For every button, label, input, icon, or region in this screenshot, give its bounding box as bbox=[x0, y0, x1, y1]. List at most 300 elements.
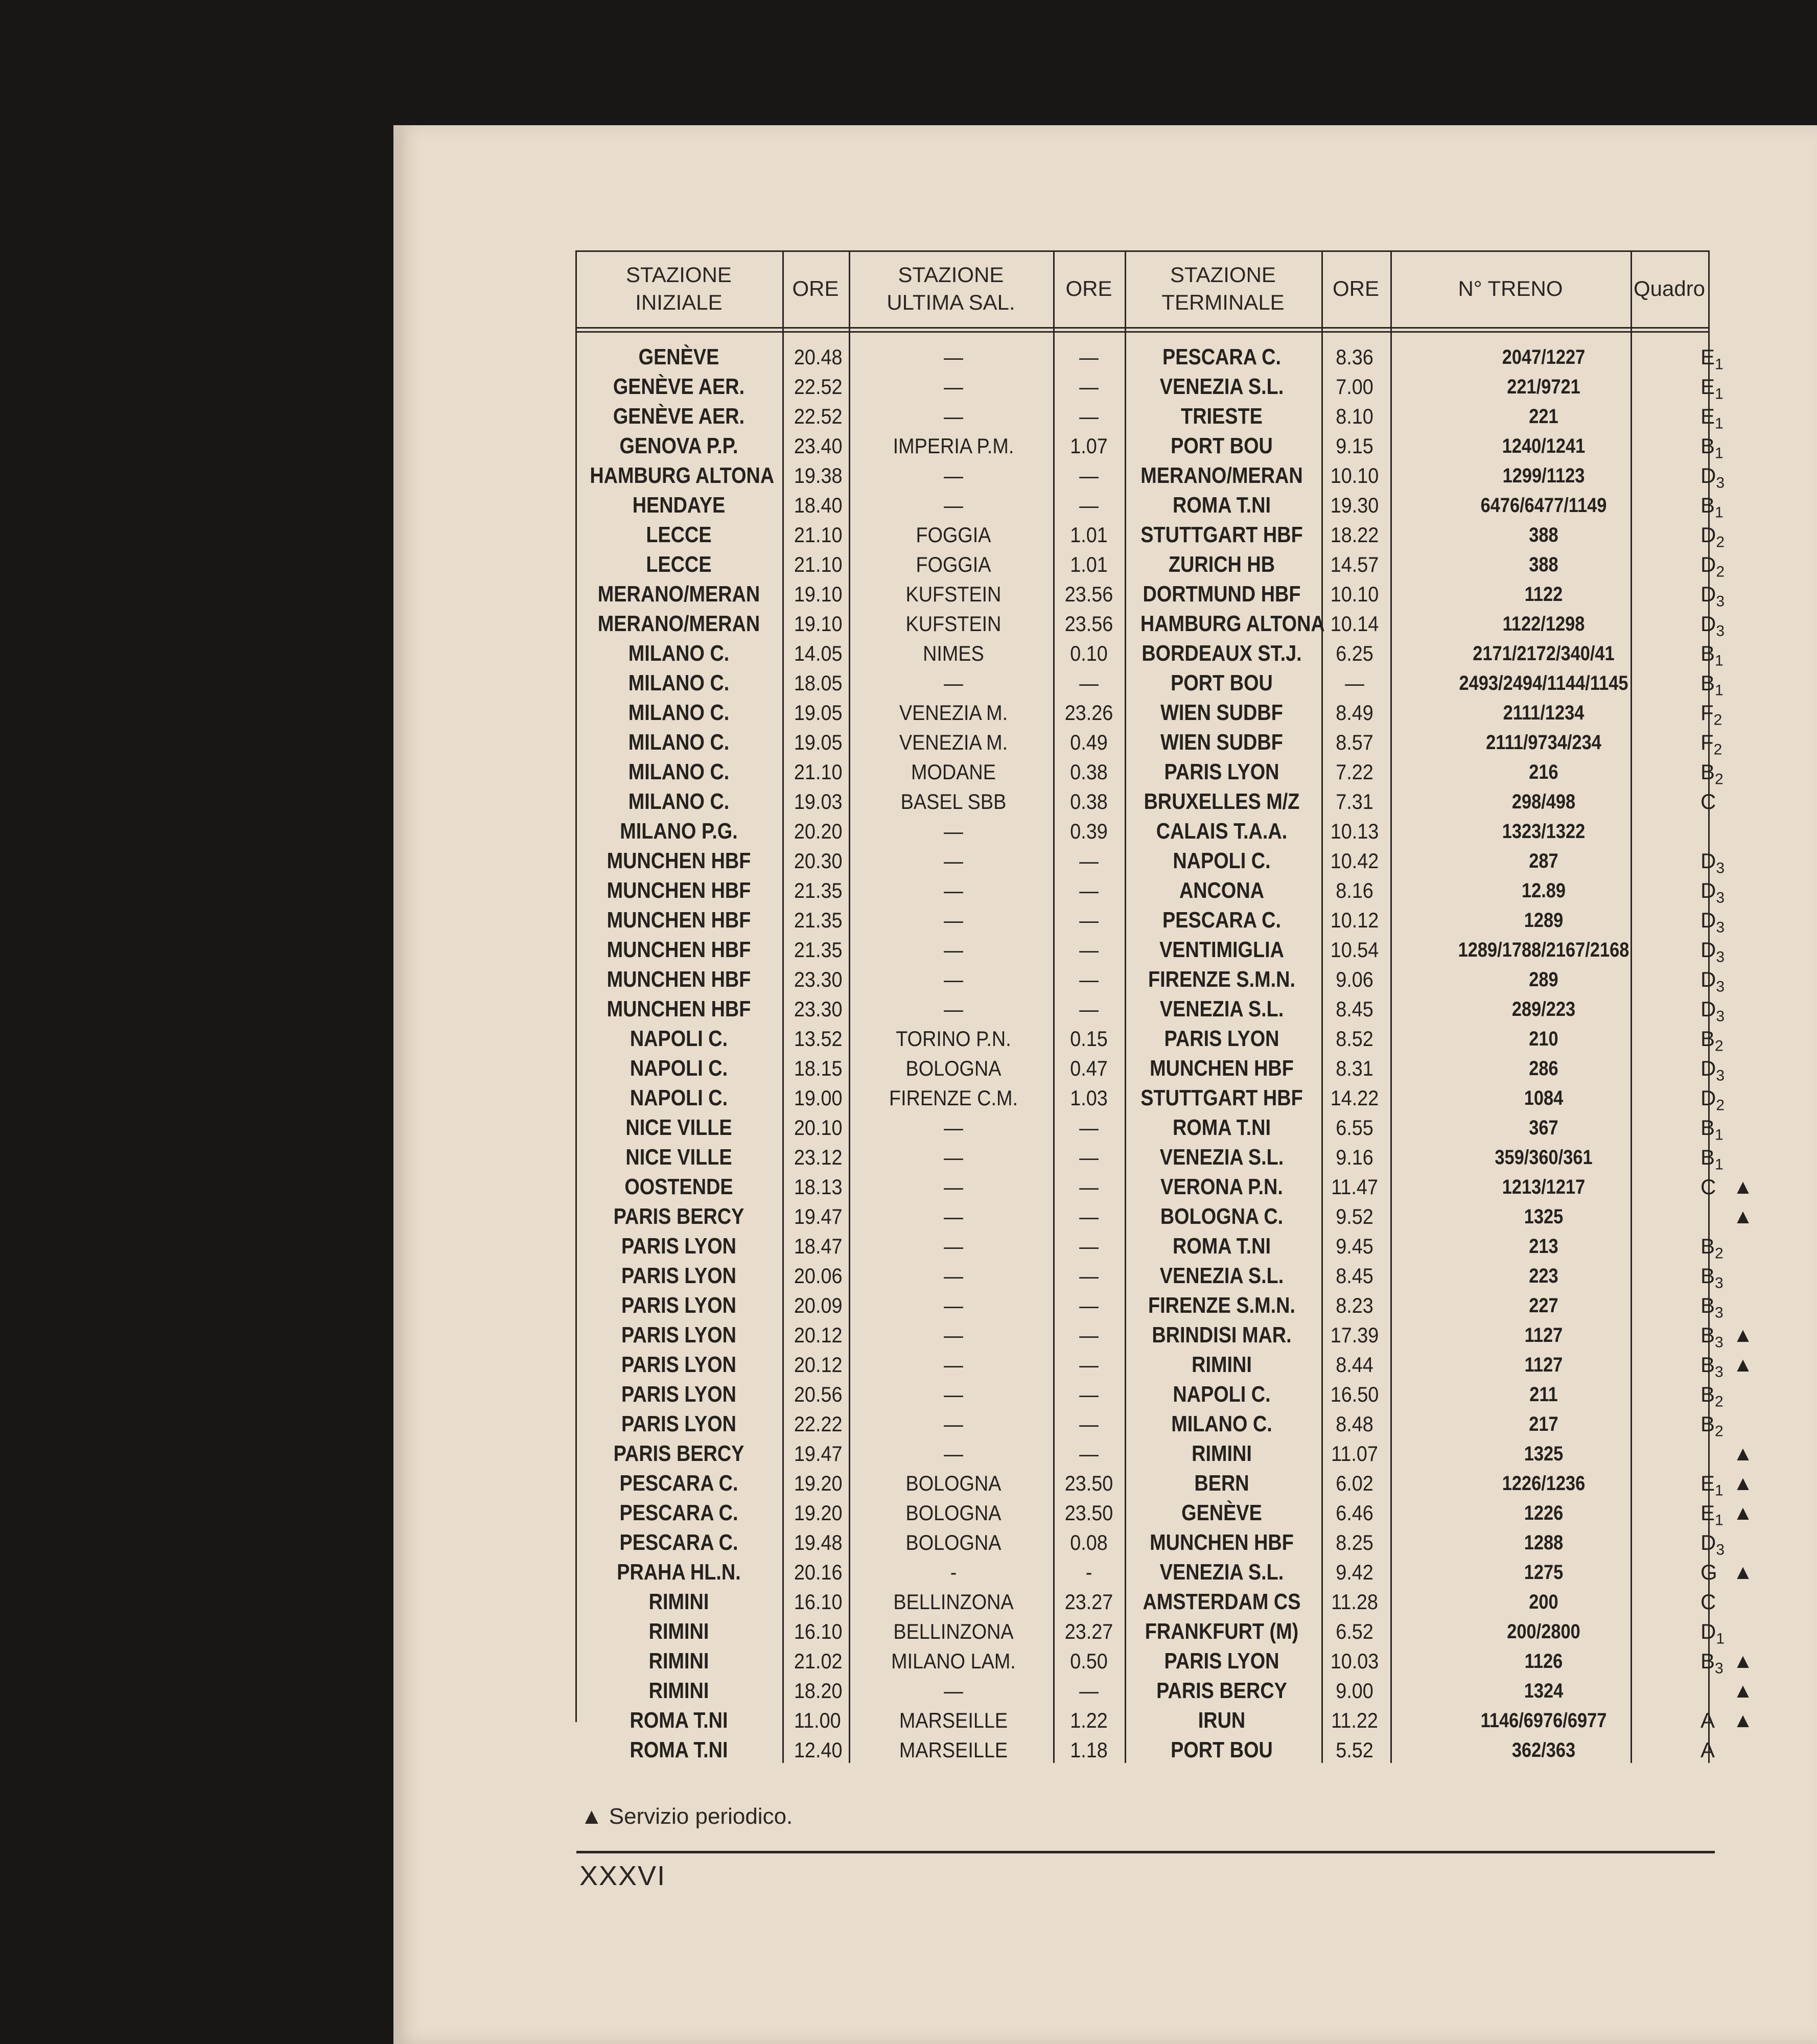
cell-ore-partenza: 16.10 bbox=[794, 1619, 843, 1643]
cell-stazione-terminale: BRUXELLES M/Z bbox=[1144, 789, 1300, 814]
cell-stazione-terminale: PARIS LYON bbox=[1164, 1648, 1279, 1674]
cell-stazione-ultima-sal: VENEZIA M. bbox=[899, 730, 1008, 754]
cell-ore-arrivo: 8.44 bbox=[1336, 1353, 1373, 1377]
periodic-service-icon bbox=[1733, 342, 1753, 372]
periodic-service-icon bbox=[1733, 491, 1753, 520]
cell-ore-arrivo: 11.22 bbox=[1331, 1708, 1378, 1732]
cell-ore-arrivo: 6.55 bbox=[1336, 1116, 1373, 1140]
cell-ore-ultima-sal: — bbox=[1079, 1382, 1099, 1406]
cell-ore-partenza: 19.48 bbox=[794, 1530, 843, 1554]
table-row bbox=[575, 994, 1725, 1025]
cell-stazione-terminale: BORDEAUX ST.J. bbox=[1142, 641, 1302, 666]
cell-stazione-terminale: STUTTGART HBF bbox=[1140, 522, 1303, 547]
cell-stazione-terminale: ANCONA bbox=[1179, 878, 1265, 903]
table-body bbox=[575, 342, 1753, 1765]
cell-stazione-ultima-sal: — bbox=[944, 345, 963, 369]
quadro-subscript: 3 bbox=[1716, 1008, 1725, 1025]
quadro-letter: B bbox=[1700, 1234, 1715, 1258]
cell-ore-ultima-sal: 1.07 bbox=[1070, 434, 1108, 458]
table-row bbox=[575, 965, 1725, 995]
cell-numero-treno: 221 bbox=[1529, 405, 1558, 428]
cell-stazione-ultima-sal: — bbox=[944, 878, 963, 902]
quadro-subscript: 3 bbox=[1716, 860, 1725, 877]
cell-ore-ultima-sal: — bbox=[1079, 908, 1099, 932]
periodic-service-icon bbox=[1733, 1380, 1753, 1409]
cell-ore-arrivo: — bbox=[1345, 671, 1364, 695]
cell-stazione-ultima-sal: — bbox=[944, 671, 963, 695]
periodic-service-icon: ▲ bbox=[1733, 1650, 1753, 1673]
cell-ore-partenza: 20.16 bbox=[794, 1560, 843, 1584]
cell-ore-arrivo: 10.42 bbox=[1330, 849, 1379, 873]
cell-numero-treno: 287 bbox=[1529, 850, 1558, 872]
cell-ore-arrivo: 10.10 bbox=[1330, 582, 1379, 606]
quadro-letter: C bbox=[1700, 1590, 1716, 1614]
cell-ore-arrivo: 6.02 bbox=[1336, 1471, 1373, 1495]
cell-stazione-iniziale: MILANO P.G. bbox=[620, 819, 738, 844]
table-row bbox=[575, 431, 1723, 462]
quadro-subscript: 2 bbox=[1715, 1423, 1723, 1440]
cell-stazione-terminale: BERN bbox=[1194, 1471, 1249, 1496]
cell-ore-ultima-sal: 0.38 bbox=[1070, 789, 1108, 814]
table-row bbox=[575, 757, 1723, 788]
cell-ore-partenza: 14.05 bbox=[794, 641, 843, 665]
cell-numero-treno: 2493/2494/1144/1145 bbox=[1459, 672, 1628, 694]
quadro-letter: F bbox=[1700, 730, 1714, 754]
cell-ore-arrivo: 9.00 bbox=[1336, 1679, 1373, 1703]
quadro-letter: D bbox=[1700, 849, 1716, 873]
quadro-letter: B bbox=[1700, 641, 1715, 665]
cell-ore-ultima-sal: 1.01 bbox=[1070, 552, 1108, 576]
cell-stazione-terminale: PORT BOU bbox=[1171, 433, 1273, 458]
periodic-service-icon: ▲ bbox=[1733, 1443, 1753, 1465]
cell-numero-treno: 223 bbox=[1529, 1265, 1558, 1287]
cell-stazione-iniziale: RIMINI bbox=[648, 1648, 709, 1674]
cell-ore-arrivo: 8.16 bbox=[1336, 878, 1373, 902]
quadro-letter: D bbox=[1700, 1619, 1716, 1643]
quadro-subscript: 1 bbox=[1715, 356, 1723, 373]
cell-ore-ultima-sal: — bbox=[1079, 345, 1099, 369]
table-row bbox=[575, 1024, 1723, 1055]
quadro-letter: B bbox=[1700, 1293, 1715, 1317]
cell-stazione-ultima-sal: NIMES bbox=[923, 641, 984, 665]
cell-ore-arrivo: 7.22 bbox=[1336, 760, 1373, 784]
cell-ore-partenza: 19.10 bbox=[794, 612, 843, 636]
quadro-subscript: 3 bbox=[1716, 474, 1725, 492]
cell-stazione-terminale: VERONA P.N. bbox=[1160, 1174, 1283, 1199]
cell-ore-partenza: 19.03 bbox=[794, 789, 843, 814]
quadro-subscript: 3 bbox=[1715, 1304, 1723, 1321]
periodic-service-icon bbox=[1733, 994, 1753, 1024]
periodic-service-icon bbox=[1733, 609, 1753, 639]
table-row bbox=[575, 1261, 1723, 1292]
cell-ore-partenza: 20.06 bbox=[794, 1264, 843, 1288]
cell-ore-partenza: 21.10 bbox=[794, 523, 843, 547]
header-numero-treno: N° TRENO bbox=[1458, 276, 1563, 300]
cell-ore-arrivo: 10.14 bbox=[1330, 612, 1379, 636]
cell-ore-partenza: 18.40 bbox=[794, 493, 843, 517]
cell-ore-arrivo: 9.52 bbox=[1336, 1204, 1373, 1228]
cell-stazione-terminale: BOLOGNA C. bbox=[1160, 1204, 1284, 1229]
quadro-subscript: 3 bbox=[1716, 919, 1725, 936]
quadro-letter: D bbox=[1700, 967, 1716, 991]
cell-stazione-iniziale: MILANO C. bbox=[628, 759, 730, 784]
cell-stazione-iniziale: LECCE bbox=[646, 522, 712, 547]
cell-ore-ultima-sal: — bbox=[1079, 849, 1099, 873]
header-ore-3: ORE bbox=[1332, 276, 1379, 300]
cell-stazione-terminale: VENTIMIGLIA bbox=[1159, 937, 1284, 962]
cell-stazione-terminale: VENEZIA S.L. bbox=[1159, 1560, 1284, 1585]
cell-ore-ultima-sal: 0.50 bbox=[1070, 1649, 1108, 1673]
cell-numero-treno: 211 bbox=[1529, 1383, 1558, 1406]
cell-numero-treno: 210 bbox=[1529, 1028, 1558, 1050]
table-row bbox=[575, 787, 1716, 817]
cell-stazione-terminale: MILANO C. bbox=[1171, 1411, 1272, 1436]
cell-ore-ultima-sal: 0.15 bbox=[1070, 1027, 1108, 1051]
cell-ore-arrivo: 8.23 bbox=[1336, 1293, 1373, 1317]
periodic-service-icon bbox=[1733, 1232, 1753, 1261]
header-stazione-ultima-sal: STAZIONE ULTIMA SAL. bbox=[887, 263, 1015, 314]
cell-stazione-terminale: PARIS LYON bbox=[1164, 1026, 1279, 1051]
cell-stazione-ultima-sal: BOLOGNA bbox=[905, 1530, 1001, 1554]
quadro-letter: B bbox=[1700, 1027, 1715, 1051]
cell-stazione-ultima-sal: FOGGIA bbox=[916, 523, 991, 547]
cell-numero-treno: 286 bbox=[1529, 1057, 1558, 1080]
table-row bbox=[575, 1232, 1723, 1262]
cell-ore-arrivo: 10.54 bbox=[1330, 938, 1379, 962]
cell-ore-ultima-sal: — bbox=[1079, 1679, 1099, 1703]
cell-ore-arrivo: 8.45 bbox=[1336, 997, 1373, 1021]
cell-ore-arrivo: 14.57 bbox=[1330, 552, 1379, 576]
periodic-service-icon: ▲ bbox=[1733, 1354, 1753, 1376]
cell-ore-partenza: 21.10 bbox=[794, 552, 843, 576]
cell-ore-ultima-sal: — bbox=[1079, 1442, 1099, 1466]
cell-stazione-iniziale: NAPOLI C. bbox=[630, 1026, 728, 1051]
cell-numero-treno: 388 bbox=[1529, 524, 1558, 546]
cell-stazione-ultima-sal: — bbox=[944, 1145, 963, 1169]
periodic-service-icon: ▲ bbox=[1733, 1561, 1753, 1584]
cell-ore-partenza: 19.20 bbox=[794, 1471, 843, 1495]
cell-stazione-iniziale: MUNCHEN HBF bbox=[607, 967, 751, 992]
cell-ore-arrivo: 16.50 bbox=[1330, 1382, 1379, 1406]
table-row bbox=[575, 846, 1725, 877]
cell-ore-partenza: 13.52 bbox=[794, 1027, 843, 1051]
cell-ore-partenza: 22.52 bbox=[794, 404, 843, 428]
cell-numero-treno: 2111/9734/234 bbox=[1486, 731, 1601, 754]
cell-numero-treno: 2111/1234 bbox=[1503, 702, 1585, 724]
cell-stazione-terminale: VENEZIA S.L. bbox=[1159, 374, 1284, 399]
cell-ore-ultima-sal: 0.49 bbox=[1070, 730, 1108, 754]
cell-stazione-iniziale: NICE VILLE bbox=[625, 1145, 732, 1170]
cell-stazione-ultima-sal: MODANE bbox=[911, 760, 996, 784]
cell-ore-arrivo: 10.10 bbox=[1330, 463, 1379, 487]
cell-stazione-terminale: ZURICH HB bbox=[1168, 552, 1275, 577]
cell-stazione-iniziale: GENOVA P.P. bbox=[619, 433, 738, 458]
cell-ore-arrivo: 9.42 bbox=[1336, 1560, 1373, 1584]
cell-ore-partenza: 19.05 bbox=[794, 730, 843, 754]
quadro-subscript: 3 bbox=[1716, 978, 1725, 995]
quadro-subscript: 2 bbox=[1715, 771, 1723, 788]
cell-stazione-terminale: BRINDISI MAR. bbox=[1152, 1322, 1292, 1348]
cell-ore-partenza: 23.40 bbox=[794, 434, 843, 458]
footnote: ▲ Servizio periodico. bbox=[580, 1804, 793, 1829]
cell-stazione-ultima-sal: — bbox=[944, 493, 963, 517]
periodic-service-icon bbox=[1733, 1261, 1753, 1291]
cell-stazione-iniziale: MILANO C. bbox=[628, 700, 730, 725]
table-row bbox=[575, 1646, 1753, 1677]
cell-stazione-iniziale: PESCARA C. bbox=[619, 1471, 738, 1496]
cell-numero-treno: 1323/1322 bbox=[1502, 820, 1586, 843]
cell-stazione-iniziale: PARIS LYON bbox=[621, 1382, 736, 1407]
cell-stazione-terminale: PESCARA C. bbox=[1162, 908, 1281, 933]
table-row bbox=[575, 461, 1725, 492]
table-row bbox=[575, 402, 1723, 432]
quadro-subscript: 3 bbox=[1715, 1660, 1723, 1677]
quadro-subscript: 2 bbox=[1715, 1245, 1723, 1262]
cell-stazione-iniziale: GENÈVE bbox=[638, 344, 719, 369]
table-row bbox=[575, 1706, 1753, 1735]
cell-ore-ultima-sal: 23.50 bbox=[1064, 1471, 1113, 1495]
cell-ore-ultima-sal: 0.47 bbox=[1070, 1056, 1108, 1080]
periodic-service-icon bbox=[1733, 728, 1753, 757]
cell-stazione-iniziale: HAMBURG ALTONA bbox=[590, 463, 775, 488]
cell-numero-treno: 1126 bbox=[1524, 1650, 1563, 1673]
cell-ore-partenza: 20.30 bbox=[794, 849, 843, 873]
periodic-service-icon bbox=[1733, 668, 1753, 698]
cell-numero-treno: 200/2800 bbox=[1507, 1620, 1580, 1643]
quadro-letter: D bbox=[1700, 582, 1716, 606]
cell-ore-ultima-sal: — bbox=[1079, 938, 1099, 962]
cell-numero-treno: 1240/1241 bbox=[1502, 435, 1586, 457]
quadro-letter: B bbox=[1700, 1323, 1715, 1347]
quadro-subscript: 2 bbox=[1716, 563, 1725, 580]
periodic-service-icon bbox=[1733, 431, 1753, 461]
quadro-letter: D bbox=[1700, 1056, 1716, 1080]
cell-stazione-iniziale: NAPOLI C. bbox=[630, 1085, 728, 1110]
cell-numero-treno: 12.89 bbox=[1521, 879, 1566, 902]
cell-numero-treno: 2047/1227 bbox=[1502, 346, 1586, 368]
periodic-service-icon bbox=[1733, 461, 1753, 491]
quadro-letter: D bbox=[1700, 463, 1716, 487]
cell-stazione-ultima-sal: — bbox=[944, 1353, 963, 1377]
cell-stazione-ultima-sal: — bbox=[944, 908, 963, 932]
cell-ore-arrivo: 7.31 bbox=[1336, 789, 1373, 814]
cell-stazione-iniziale: MILANO C. bbox=[628, 670, 730, 695]
cell-stazione-terminale: ROMA T.NI bbox=[1173, 1234, 1271, 1259]
quadro-letter: A bbox=[1700, 1708, 1715, 1732]
cell-ore-partenza: 18.47 bbox=[794, 1234, 843, 1258]
cell-stazione-terminale: GENÈVE bbox=[1181, 1500, 1262, 1525]
periodic-service-icon bbox=[1733, 905, 1753, 935]
cell-ore-ultima-sal: 1.03 bbox=[1070, 1086, 1108, 1110]
cell-numero-treno: 6476/6477/1149 bbox=[1480, 494, 1607, 517]
cell-stazione-ultima-sal: — bbox=[944, 1264, 963, 1288]
cell-numero-treno: 1127 bbox=[1524, 1324, 1563, 1346]
cell-stazione-ultima-sal: BOLOGNA bbox=[905, 1056, 1001, 1080]
quadro-letter: E bbox=[1700, 1501, 1715, 1525]
cell-numero-treno: 1127 bbox=[1524, 1354, 1563, 1376]
table-row bbox=[575, 1113, 1723, 1144]
cell-stazione-terminale: RIMINI bbox=[1192, 1352, 1252, 1377]
cell-stazione-iniziale: LECCE bbox=[646, 552, 712, 577]
cell-numero-treno: 289/223 bbox=[1511, 998, 1576, 1020]
quadro-subscript: 2 bbox=[1716, 1097, 1725, 1114]
quadro-subscript: 3 bbox=[1716, 593, 1725, 610]
periodic-service-icon bbox=[1733, 1528, 1753, 1558]
cell-ore-ultima-sal: 0.38 bbox=[1070, 760, 1108, 784]
cell-ore-arrivo: 9.16 bbox=[1336, 1145, 1373, 1169]
table-row bbox=[575, 639, 1723, 669]
cell-ore-partenza: 22.52 bbox=[794, 375, 843, 399]
cell-ore-partenza: 22.22 bbox=[794, 1412, 843, 1436]
periodic-service-icon: ▲ bbox=[1733, 1472, 1753, 1495]
periodic-service-icon: ▲ bbox=[1733, 1502, 1753, 1524]
cell-numero-treno: 217 bbox=[1529, 1413, 1558, 1435]
cell-numero-treno: 1122 bbox=[1524, 583, 1563, 606]
cell-numero-treno: 1275 bbox=[1524, 1561, 1564, 1584]
cell-ore-ultima-sal: — bbox=[1079, 1234, 1099, 1258]
quadro-letter: B bbox=[1700, 671, 1715, 695]
quadro-letter: B bbox=[1700, 1649, 1715, 1673]
cell-numero-treno: 362/363 bbox=[1511, 1739, 1576, 1761]
quadro-subscript: 1 bbox=[1715, 1156, 1723, 1173]
header-double-rule bbox=[575, 331, 1710, 333]
cell-ore-partenza: 18.05 bbox=[794, 671, 843, 695]
cell-ore-arrivo: 11.28 bbox=[1331, 1590, 1378, 1614]
cell-ore-arrivo: 8.45 bbox=[1336, 1264, 1373, 1288]
cell-stazione-iniziale: PARIS BERCY bbox=[613, 1441, 744, 1466]
cell-ore-arrivo: 9.15 bbox=[1336, 434, 1373, 458]
cell-ore-partenza: 12.40 bbox=[794, 1738, 843, 1762]
cell-stazione-iniziale: PESCARA C. bbox=[619, 1530, 738, 1555]
cell-stazione-terminale: DORTMUND HBF bbox=[1143, 582, 1301, 607]
header-stazione-terminale: STAZIONE TERMINALE bbox=[1161, 263, 1285, 314]
cell-stazione-iniziale: MUNCHEN HBF bbox=[607, 908, 751, 933]
cell-ore-arrivo: 8.49 bbox=[1336, 701, 1373, 725]
table-row bbox=[575, 1083, 1725, 1114]
quadro-subscript: 1 bbox=[1715, 1512, 1723, 1529]
cell-ore-ultima-sal: — bbox=[1079, 967, 1099, 991]
header-ore-1: ORE bbox=[792, 276, 839, 300]
cell-ore-partenza: 20.56 bbox=[794, 1382, 843, 1406]
cell-stazione-ultima-sal: — bbox=[944, 1293, 963, 1317]
cell-ore-partenza: 11.00 bbox=[794, 1708, 841, 1732]
quadro-letter: C bbox=[1700, 789, 1716, 814]
periodic-service-icon bbox=[1733, 1024, 1753, 1054]
cell-ore-arrivo: 8.48 bbox=[1336, 1412, 1373, 1436]
cell-ore-arrivo: 8.10 bbox=[1336, 404, 1373, 428]
cell-stazione-ultima-sal: — bbox=[944, 1204, 963, 1228]
cell-ore-arrivo: 8.52 bbox=[1336, 1027, 1373, 1051]
cell-stazione-iniziale: PARIS BERCY bbox=[613, 1204, 744, 1229]
table-row bbox=[575, 1439, 1753, 1469]
cell-numero-treno: 1213/1217 bbox=[1502, 1176, 1586, 1198]
table-row bbox=[575, 1617, 1725, 1647]
cell-ore-partenza: 21.35 bbox=[794, 908, 843, 932]
periodic-service-icon bbox=[1733, 1143, 1753, 1172]
cell-ore-arrivo: 6.52 bbox=[1336, 1619, 1373, 1643]
cell-stazione-terminale: PORT BOU bbox=[1171, 1737, 1273, 1762]
cell-stazione-ultima-sal: FOGGIA bbox=[916, 552, 991, 576]
cell-ore-ultima-sal: 1.18 bbox=[1070, 1738, 1108, 1762]
cell-stazione-ultima-sal: — bbox=[944, 1116, 963, 1140]
cell-ore-ultima-sal: — bbox=[1079, 1204, 1099, 1228]
cell-ore-arrivo: 19.30 bbox=[1330, 493, 1379, 517]
cell-ore-arrivo: 9.06 bbox=[1336, 967, 1373, 991]
cell-numero-treno: 298/498 bbox=[1511, 791, 1576, 813]
cell-numero-treno: 227 bbox=[1529, 1294, 1558, 1317]
quadro-letter: D bbox=[1700, 997, 1716, 1021]
quadro-subscript: 3 bbox=[1716, 1067, 1725, 1084]
cell-stazione-ultima-sal: TORINO P.N. bbox=[896, 1027, 1011, 1051]
quadro-subscript: 1 bbox=[1715, 504, 1723, 521]
periodic-service-icon bbox=[1733, 639, 1753, 668]
cell-stazione-terminale: MUNCHEN HBF bbox=[1150, 1530, 1294, 1555]
cell-stazione-terminale: RIMINI bbox=[1192, 1441, 1252, 1466]
cell-stazione-terminale: NAPOLI C. bbox=[1173, 848, 1271, 873]
cell-ore-partenza: 19.00 bbox=[794, 1086, 843, 1110]
cell-ore-ultima-sal: — bbox=[1079, 1116, 1099, 1140]
cell-ore-partenza: 19.20 bbox=[794, 1501, 843, 1525]
quadro-subscript: 3 bbox=[1715, 1363, 1723, 1381]
quadro-letter: E bbox=[1700, 404, 1715, 428]
quadro-subscript: 1 bbox=[1715, 1126, 1723, 1144]
cell-stazione-terminale: WIEN SUDBF bbox=[1160, 700, 1283, 725]
periodic-service-icon bbox=[1733, 698, 1753, 728]
periodic-service-icon: ▲ bbox=[1733, 1680, 1753, 1702]
periodic-service-icon bbox=[1733, 817, 1753, 846]
cell-ore-ultima-sal: — bbox=[1079, 671, 1099, 695]
cell-ore-ultima-sal: — bbox=[1079, 1412, 1099, 1436]
table-row bbox=[575, 1676, 1753, 1706]
periodic-service-icon: ▲ bbox=[1733, 1205, 1753, 1228]
table-row bbox=[575, 905, 1725, 936]
periodic-service-icon bbox=[1733, 846, 1753, 876]
cell-stazione-ultima-sal: — bbox=[944, 1679, 963, 1703]
periodic-service-icon bbox=[1733, 402, 1753, 431]
cell-stazione-terminale: STUTTGART HBF bbox=[1140, 1085, 1303, 1110]
cell-ore-partenza: 18.20 bbox=[794, 1679, 843, 1703]
table-row bbox=[575, 876, 1725, 907]
table-row bbox=[575, 1528, 1725, 1559]
cell-stazione-terminale: MUNCHEN HBF bbox=[1150, 1056, 1294, 1081]
quadro-letter: B bbox=[1700, 1264, 1715, 1288]
cell-stazione-terminale: TRIESTE bbox=[1181, 404, 1263, 429]
cell-stazione-ultima-sal: — bbox=[944, 997, 963, 1021]
cell-stazione-iniziale: PARIS LYON bbox=[621, 1411, 736, 1436]
cell-stazione-ultima-sal: — bbox=[944, 967, 963, 991]
quadro-subscript: 3 bbox=[1716, 889, 1725, 907]
cell-stazione-terminale: MERANO/MERAN bbox=[1140, 463, 1303, 488]
cell-ore-partenza: 19.38 bbox=[794, 463, 843, 487]
cell-numero-treno: 1288 bbox=[1524, 1531, 1564, 1554]
cell-ore-ultima-sal: — bbox=[1079, 878, 1099, 902]
quadro-letter: D bbox=[1700, 1530, 1716, 1554]
cell-ore-arrivo: 11.07 bbox=[1331, 1442, 1378, 1466]
periodic-service-icon bbox=[1733, 1113, 1753, 1143]
cell-numero-treno: 1325 bbox=[1524, 1205, 1564, 1228]
cell-stazione-ultima-sal: IMPERIA P.M. bbox=[893, 434, 1014, 458]
cell-stazione-terminale: VENEZIA S.L. bbox=[1159, 1145, 1284, 1170]
cell-stazione-terminale: WIEN SUDBF bbox=[1160, 730, 1283, 755]
cell-stazione-ultima-sal: — bbox=[944, 1442, 963, 1466]
header-ore-2: ORE bbox=[1065, 276, 1112, 300]
cell-stazione-iniziale: ROMA T.NI bbox=[630, 1737, 728, 1762]
table-row bbox=[575, 817, 1710, 846]
cell-stazione-iniziale: MILANO C. bbox=[628, 730, 730, 755]
table-row bbox=[575, 1202, 1753, 1232]
quadro-subscript: 1 bbox=[1715, 1482, 1723, 1499]
table-row bbox=[575, 935, 1725, 966]
